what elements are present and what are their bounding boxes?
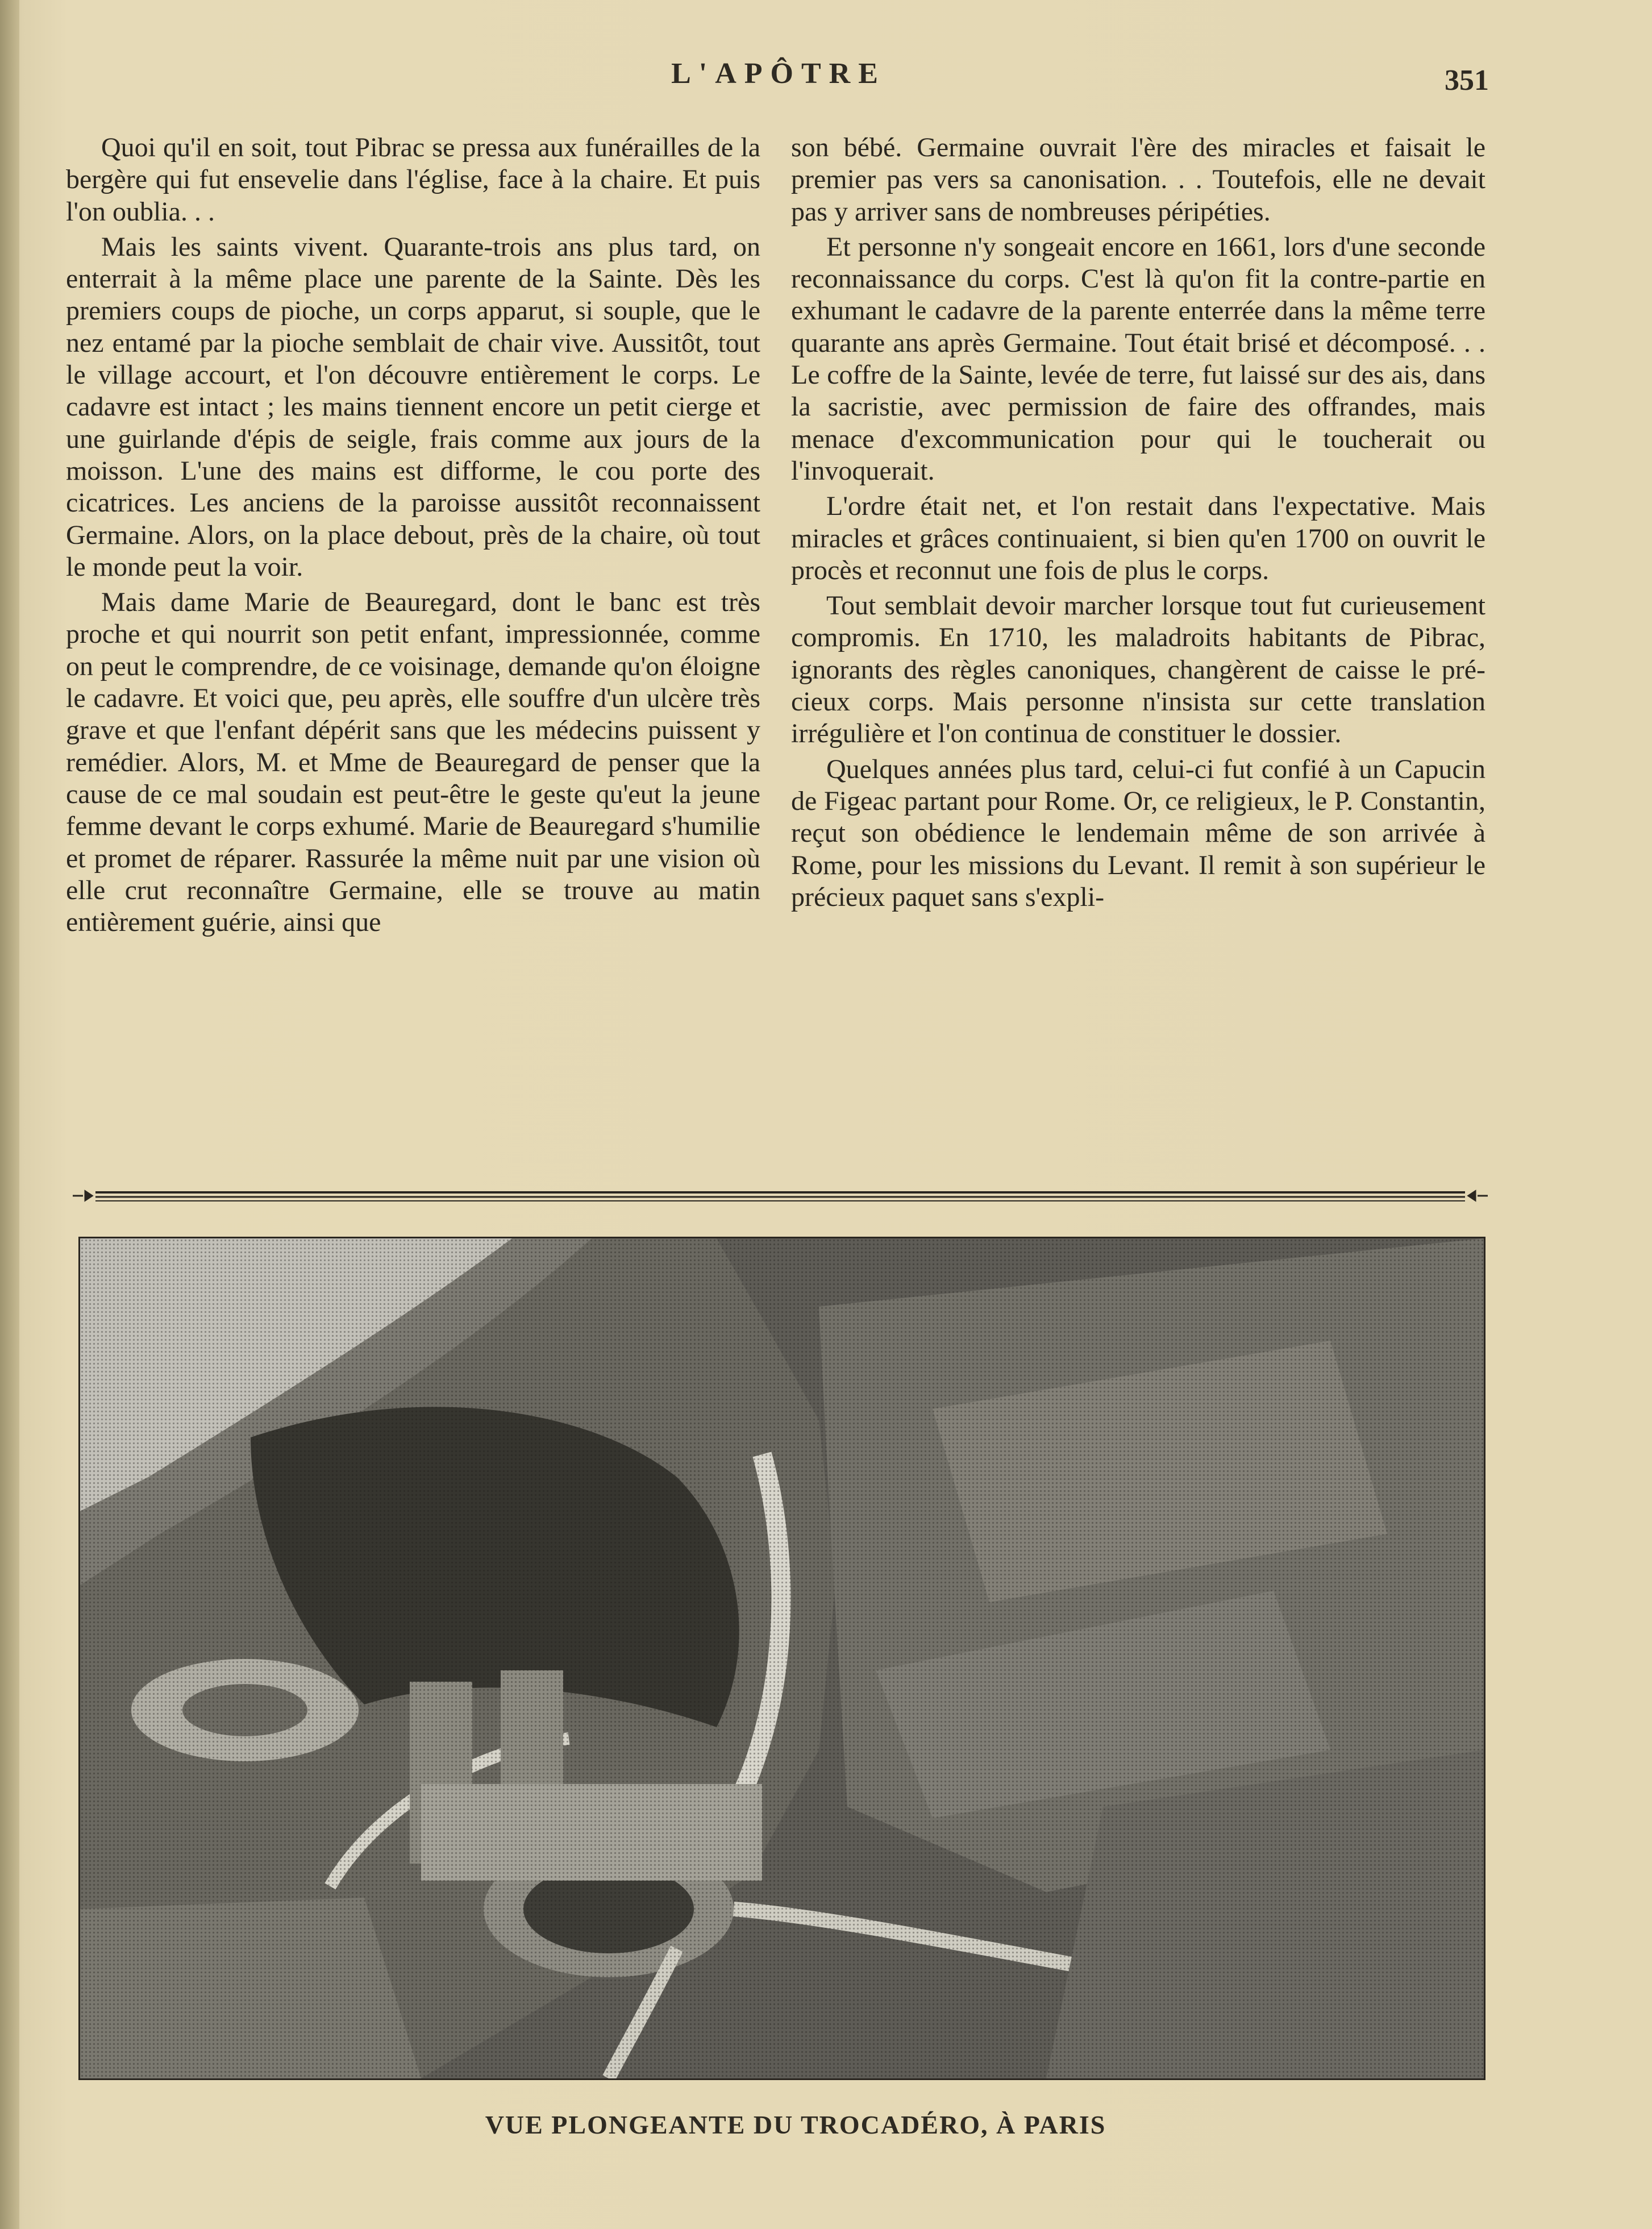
paragraph: Et personne n'y songeait encore en 1661, lors d'une seconde reconnaissance du corps. C'est là qu'on fit la contre-partie en exhumant le cadavre de la parente enterrée dans la même terre quarante ans après Germaine. Tout était brisé et décomposé. . . Le coffre de la Sainte, levée de terre, fut laissé sur des ais, dans la sacristie, avec permission de faire des offrandes, mais menace d'excommunication pour qui le toucherait ou l'invoquerait. — [791, 231, 1485, 486]
paragraph: Mais dame Marie de Beauregard, dont le banc est très proche et qui nourrit son petit enfant, impressionnée, comme on peut le comprendre, de ce voisinage, demande qu'on éloigne le cadavre. Et voici que, peu après, elle souffre d'un ulcère très grave et que l'enfant dépérit sans que les médecins puissent y remédier. Alors, M. et Mme de Beauregard de penser que la cause de ce mal soudain est peut-être le geste qu'eut la jeune femme devant le corps exhumé. Marie de Beauregard s'humilie et promet de réparer. Rassurée la même nuit par une vision où elle crut reconnaître Germaine, elle se trouve au matin entièrement guérie, ainsi que — [66, 587, 760, 938]
page-binding-edge — [0, 0, 19, 2229]
paragraph: Tout semblait devoir marcher lorsque tout fut curieusement compromis. En 1710, les maladroits habitants de Pibrac, ignorants des règles canoniques, changèrent de caisse le précieux corps. Mais personne n'insista sur cette translation irrégulière et l'on continua de constituer le dossier. — [791, 590, 1485, 749]
right-text-column — [791, 132, 1485, 917]
paragraph: Mais les saints vivent. Quarante-trois ans plus tard, on enterrait à la même place une parente de la Sainte. Dès les premiers coups de pioche, un corps apparut, si souple, que le nez entamé par la pioche semblait de chair vive. Aussitôt, tout le village accourt, et l'on découvre entièrement le corps. Le cadavre est intact ; les mains tiennent encore un petit cierge et une guirlande d'épis de seigle, frais comme aux jours de la moisson. L'une des mains est difforme, le cou porte des cicatrices. Les anciens de la paroisse aussitôt reconnaissent Germaine. Alors, on la place debout, près de la chaire, où tout le monde peut la voir. — [66, 231, 760, 582]
running-title: L'APÔTRE — [671, 57, 886, 90]
page-number: 351 — [1445, 64, 1489, 97]
figure-caption: VUE PLONGEANTE DU TROCADÉRO, À PARIS — [485, 2110, 1106, 2139]
paragraph: L'ordre était net, et l'on restait dans l'expectative. Mais miracles et grâces continuaient, si bien qu'en 1700 on ouvrit le procès et reconnut une fois de plus le corps. — [791, 491, 1485, 585]
paragraph: Quoi qu'il en soit, tout Pibrac se pressa aux funérailles de la bergère qui fut ensevelie dans l'église, face à la chaire. Et puis l'on oublia. . . — [66, 132, 760, 227]
trocadero-halftone-image — [80, 1238, 1484, 2078]
paragraph: son bébé. Germaine ouvrait l'ère des miracles et faisait le premier pas vers sa canonisation. . . Toutefois, elle ne devait pas y arriver sans de nombreuses péripéties. — [791, 132, 1485, 227]
ornamental-divider — [73, 1186, 1488, 1206]
left-text-column — [66, 132, 760, 942]
paragraph: Quelques années plus tard, celui-ci fut confié à un Capucin de Figeac partant pour Rome. Or, ce religieux, le P. Constantin, reçut son obédience le lendemain même de son arrivée à Rome, pour les missions du Levant. Il remit à son supérieur le précieux paquet sans s'expli- — [791, 754, 1485, 912]
aerial-photograph — [78, 1237, 1485, 2080]
